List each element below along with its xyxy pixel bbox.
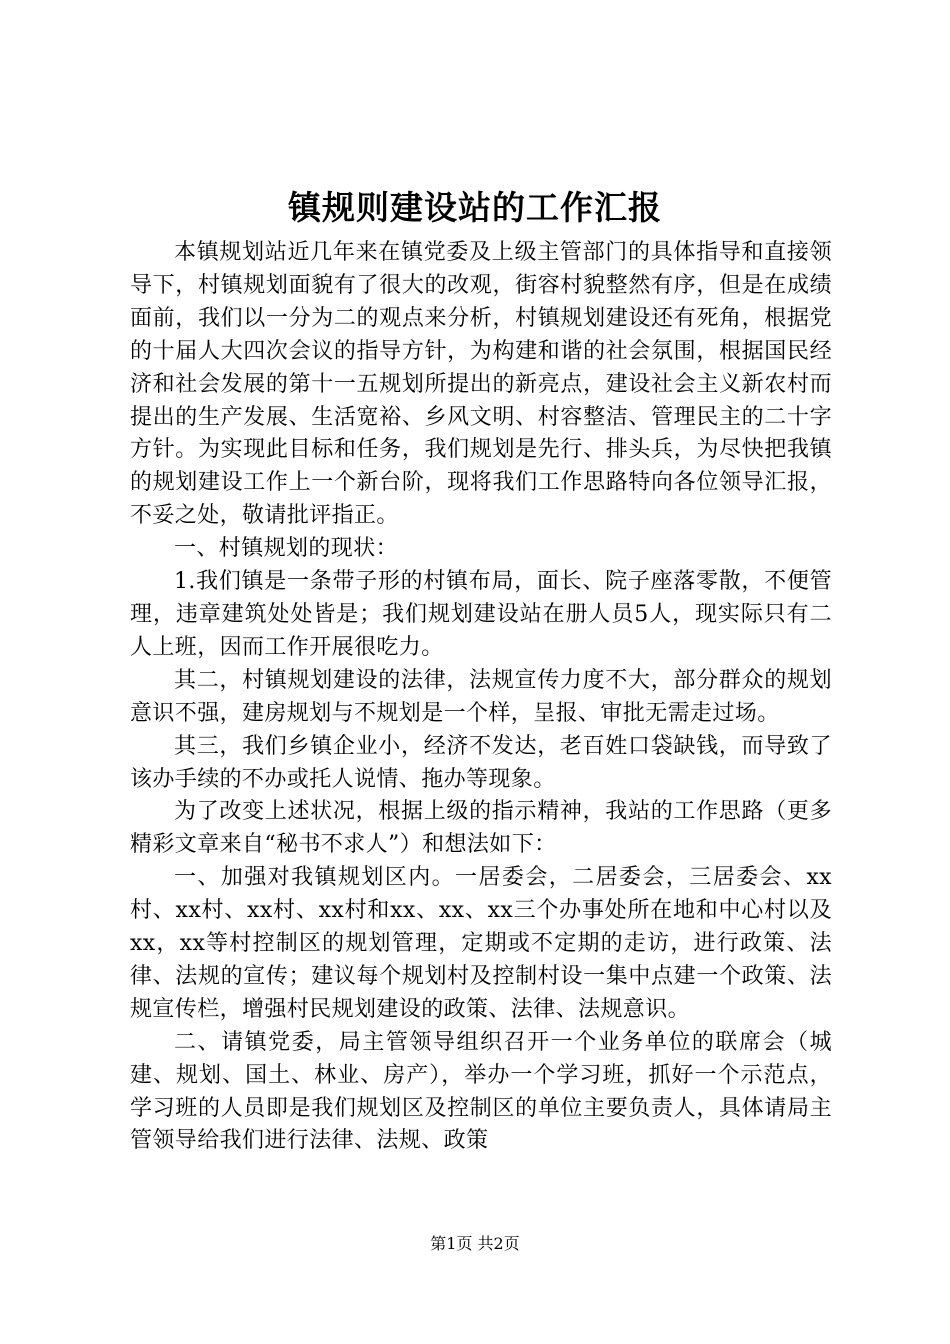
paragraph-point-1: 1.我们镇是一条带子形的村镇布局，面长、院子座落零散，不便管理，违章建筑处处皆是；我们规划建设站在册人员5人，现实际只有二人上班，因而工作开展很吃力。: [130, 569, 832, 660]
paragraph-intro: 本镇规划站近几年来在镇党委及上级主管部门的具体指导和直接领导下，村镇规划面貌有了很大的改观，街容村貌整然有序，但是在成绩面前，我们以一分为二的观点来分析，村镇规划建设还有死角，根据党的十届人大四次会议的指导方针，为构建和谐的社会氛围，根据国民经济和社会发展的第十一五规划所提出的新亮点，建设社会主义新农村而提出的生产发展、生活宽裕、乡风文明、村容整洁、管理民主的二十字方针。为实现此目标和任务，我们规划是先行、排头兵，为尽快把我镇的规划建设工作上一个新台阶，现将我们工作思路特向各位领导汇报，不妥之处，敬请批评指正。: [130, 240, 832, 529]
paragraph-point-3: 其三，我们乡镇企业小，经济不发达，老百姓口袋缺钱，而导致了该办手续的不办或托人说情、拖办等现象。: [130, 733, 832, 792]
paragraph-measure-1: 一、加强对我镇规划区内。一居委会，二居委会，三居委会、xx村、xx村、xx村、xx村和xx、xx、xx三个办事处所在地和中心村以及xx，xx等村控制区的规划管理，定期或不定期的走访，进行政策、法律、法规的宣传；建议每个规划村及控制村设一集中点建一个政策、法规宣传栏，增强村民规划建设的政策、法律、法规意识。: [130, 865, 832, 1022]
document-body: [130, 237, 832, 1158]
paragraph-approach: 为了改变上述状况，根据上级的指示精神，我站的工作思路（更多精彩文章来自“秘书不求人”）和想法如下：: [130, 799, 832, 858]
paragraph-point-2: 其二，村镇规划建设的法律，法规宣传力度不大，部分群众的规划意识不强，建房规划与不规划是一个样，呈报、审批无需走过场。: [130, 667, 832, 726]
paragraph-measure-2: 二、请镇党委，局主管领导组织召开一个业务单位的联席会（城建、规划、国土、林业、房产），举办一个学习班，抓好一个示范点，学习班的人员即是我们规划区及控制区的单位主要负责人，具体请局主管领导给我们进行法律、法规、政策: [130, 1029, 832, 1154]
section-heading-status: 一、村镇规划的现状：: [174, 536, 399, 562]
page-title: 镇规则建设站的工作汇报: [288, 188, 662, 227]
page-footer: 第1页 共2页: [430, 1234, 520, 1253]
